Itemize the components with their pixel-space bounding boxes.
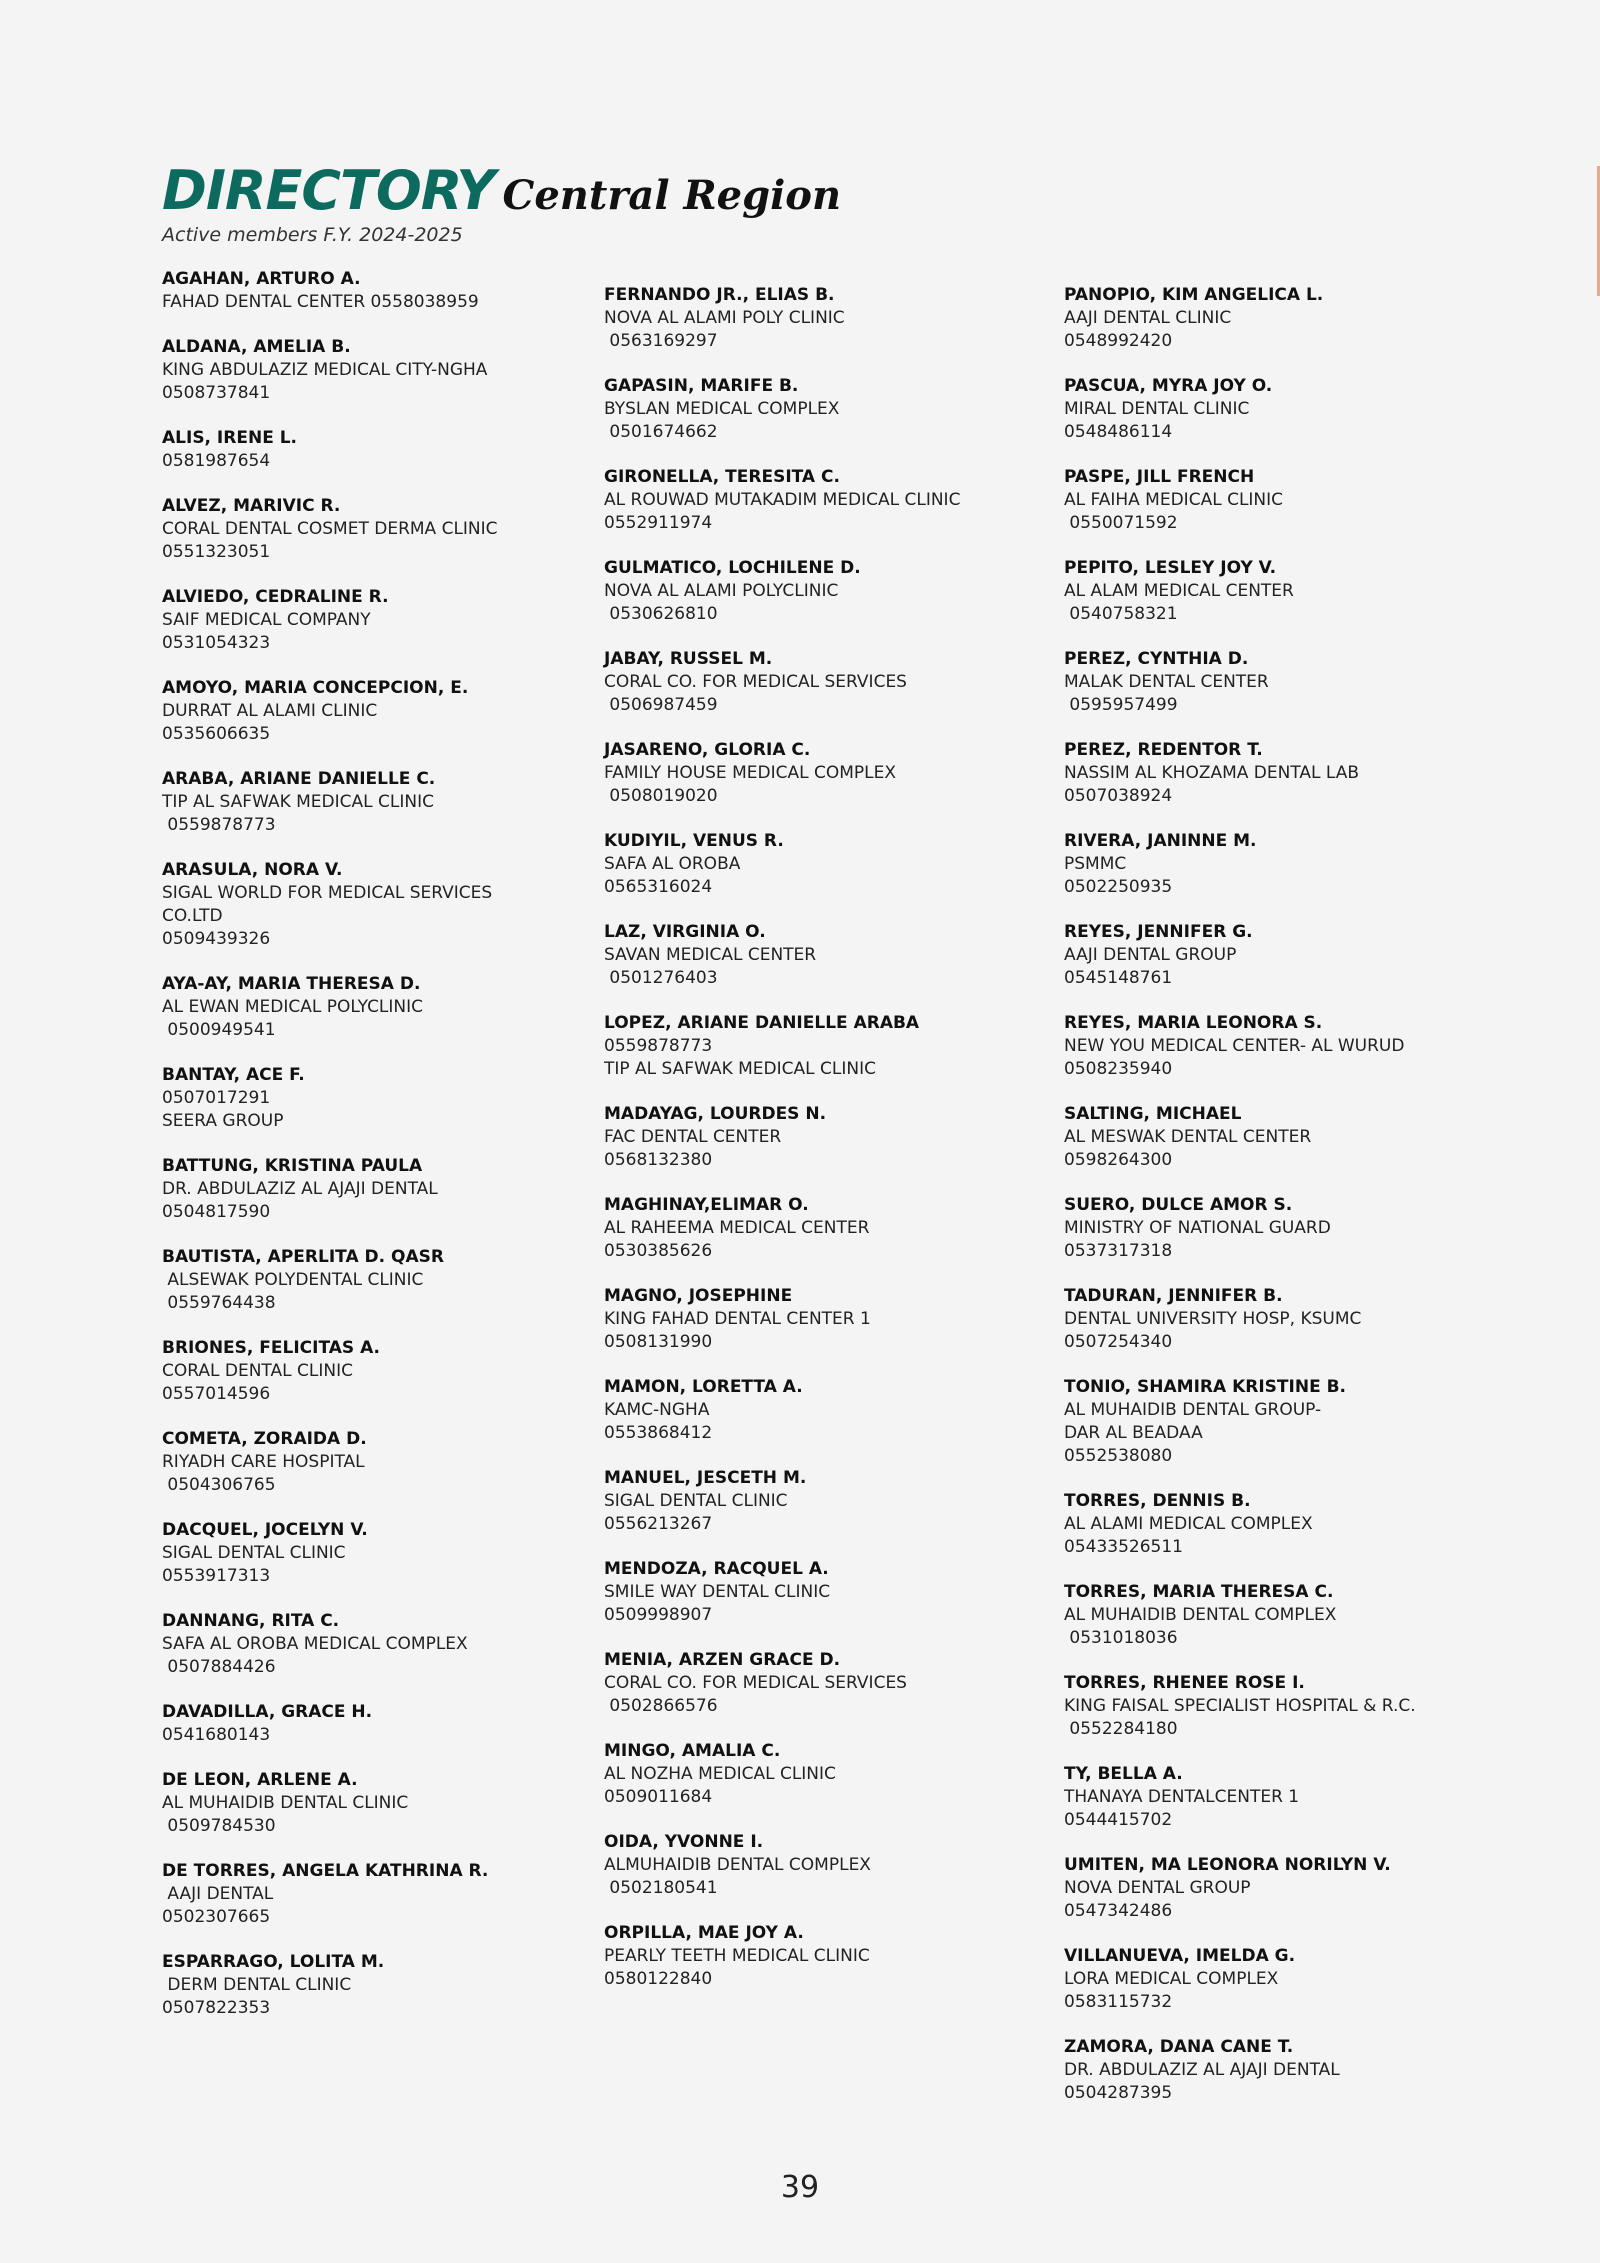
member-detail: 0550071592 [1064, 513, 1178, 533]
directory-entry [162, 1610, 602, 1679]
member-detail: NEW YOU MEDICAL CENTER- AL WURUD [1064, 1036, 1405, 1056]
directory-entry [162, 1064, 602, 1133]
member-detail: DR. ABDULAZIZ AL AJAJI DENTAL [1064, 2060, 1340, 2080]
member-detail: 0501276403 [604, 968, 718, 988]
member-detail: 0553917313 [162, 1566, 271, 1586]
member-detail: AAJI DENTAL [162, 1884, 274, 1904]
member-detail: AAJI DENTAL CLINIC [1064, 308, 1232, 328]
member-name: UMITEN, MA LEONORA NORILYN V. [1064, 1855, 1391, 1875]
directory-entry [162, 1951, 602, 2020]
member-name: PASPE, JILL FRENCH [1064, 467, 1255, 487]
member-detail: 0509998907 [604, 1605, 713, 1625]
member-detail: AL ALAM MEDICAL CENTER [1064, 581, 1294, 601]
member-detail: SAFA AL OROBA MEDICAL COMPLEX [162, 1634, 468, 1654]
directory-entry [604, 1012, 1044, 1081]
member-detail: NOVA DENTAL GROUP [1064, 1878, 1251, 1898]
member-name: GIRONELLA, TERESITA C. [604, 467, 840, 487]
member-name: MAMON, LORETTA A. [604, 1377, 803, 1397]
member-detail: AL FAIHA MEDICAL CLINIC [1064, 490, 1284, 510]
member-name: LAZ, VIRGINIA O. [604, 922, 766, 942]
member-name: SALTING, MICHAEL [1064, 1104, 1242, 1124]
member-name: TORRES, DENNIS B. [1064, 1491, 1251, 1511]
member-detail: 0553868412 [604, 1423, 713, 1443]
directory-column-3 [1064, 284, 1504, 2127]
directory-entry [1064, 1103, 1504, 1172]
member-detail: 0502250935 [1064, 877, 1173, 897]
member-detail: FAC DENTAL CENTER [604, 1127, 782, 1147]
member-detail: 0595957499 [1064, 695, 1178, 715]
member-name: AMOYO, MARIA CONCEPCION, E. [162, 678, 469, 698]
directory-entry [162, 677, 602, 746]
member-detail: 0531018036 [1064, 1628, 1178, 1648]
member-detail: AL ROUWAD MUTAKADIM MEDICAL CLINIC [604, 490, 961, 510]
member-detail: 0559878773 [604, 1036, 713, 1056]
member-name: ALIS, IRENE L. [162, 428, 298, 448]
member-detail: DURRAT AL ALAMI CLINIC [162, 701, 378, 721]
directory-entry [162, 1155, 602, 1224]
directory-entry [604, 1831, 1044, 1900]
member-detail: 0552911974 [604, 513, 713, 533]
member-detail: FAMILY HOUSE MEDICAL COMPLEX [604, 763, 896, 783]
directory-entry [162, 1519, 602, 1588]
member-detail: 0500949541 [162, 1020, 276, 1040]
member-detail: LORA MEDICAL COMPLEX [1064, 1969, 1279, 1989]
member-detail: NOVA AL ALAMI POLY CLINIC [604, 308, 845, 328]
member-detail: 0557014596 [162, 1384, 271, 1404]
member-detail: SAVAN MEDICAL CENTER [604, 945, 817, 965]
page-number: 39 [780, 2170, 820, 2205]
member-name: GULMATICO, LOCHILENE D. [604, 558, 861, 578]
member-name: REYES, MARIA LEONORA S. [1064, 1013, 1323, 1033]
directory-entry [162, 1337, 602, 1406]
member-detail: TIP AL SAFWAK MEDICAL CLINIC [604, 1059, 876, 1079]
member-name: TY, BELLA A. [1064, 1764, 1183, 1784]
directory-entry [604, 739, 1044, 808]
directory-entry [604, 1558, 1044, 1627]
directory-entry [604, 1103, 1044, 1172]
directory-entry [1064, 2036, 1504, 2105]
member-name: AYA-AY, MARIA THERESA D. [162, 974, 421, 994]
directory-entry [604, 557, 1044, 626]
directory-entry [1064, 1672, 1504, 1741]
member-detail: 0551323051 [162, 542, 271, 562]
member-name: BRIONES, FELICITAS A. [162, 1338, 380, 1358]
directory-column-2 [604, 284, 1044, 2013]
directory-entry [1064, 1763, 1504, 1832]
member-detail: 0552538080 [1064, 1446, 1173, 1466]
member-detail: AL RAHEEMA MEDICAL CENTER [604, 1218, 870, 1238]
member-name: TORRES, MARIA THERESA C. [1064, 1582, 1334, 1602]
directory-entry [604, 1922, 1044, 1991]
directory-entry [604, 1467, 1044, 1536]
member-detail: BYSLAN MEDICAL COMPLEX [604, 399, 840, 419]
directory-entry [162, 427, 602, 473]
directory-entry [1064, 648, 1504, 717]
member-detail: SMILE WAY DENTAL CLINIC [604, 1582, 831, 1602]
member-name: TORRES, RHENEE ROSE I. [1064, 1673, 1305, 1693]
member-detail: 0506987459 [604, 695, 718, 715]
member-detail: THANAYA DENTALCENTER 1 [1064, 1787, 1300, 1807]
directory-entry [162, 1769, 602, 1838]
member-detail: 0583115732 [1064, 1992, 1173, 2012]
member-detail: AL MUHAIDIB DENTAL GROUP- [1064, 1400, 1322, 1420]
member-detail: ALMUHAIDIB DENTAL COMPLEX [604, 1855, 871, 1875]
member-detail: 0541680143 [162, 1725, 271, 1745]
member-name: MADAYAG, LOURDES N. [604, 1104, 827, 1124]
member-name: BATTUNG, KRISTINA PAULA [162, 1156, 423, 1176]
member-detail: 0565316024 [604, 877, 713, 897]
directory-entry [604, 1194, 1044, 1263]
member-detail: 0502307665 [162, 1907, 271, 1927]
directory-entry [1064, 1490, 1504, 1559]
member-detail: DENTAL UNIVERSITY HOSP, KSUMC [1064, 1309, 1362, 1329]
directory-entry [604, 1285, 1044, 1354]
member-name: ESPARRAGO, LOLITA M. [162, 1952, 385, 1972]
member-detail: 0552284180 [1064, 1719, 1178, 1739]
directory-entry [604, 466, 1044, 535]
member-detail: RIYADH CARE HOSPITAL [162, 1452, 365, 1472]
directory-entry [162, 495, 602, 564]
member-name: FERNANDO JR., ELIAS B. [604, 285, 835, 305]
directory-entry [604, 1740, 1044, 1809]
member-name: PEPITO, LESLEY JOY V. [1064, 558, 1277, 578]
member-detail: 0530385626 [604, 1241, 713, 1261]
member-name: JASARENO, GLORIA C. [604, 740, 811, 760]
directory-entry [162, 768, 602, 837]
member-name: KUDIYIL, VENUS R. [604, 831, 784, 851]
directory-entry [604, 284, 1044, 353]
member-name: ZAMORA, DANA CANE T. [1064, 2037, 1294, 2057]
member-detail: 0581987654 [162, 451, 271, 471]
member-detail: SEERA GROUP [162, 1111, 284, 1131]
member-detail: SAFA AL OROBA [604, 854, 741, 874]
member-name: TADURAN, JENNIFER B. [1064, 1286, 1283, 1306]
member-name: SUERO, DULCE AMOR S. [1064, 1195, 1293, 1215]
member-detail: 0556213267 [604, 1514, 713, 1534]
member-detail: KAMC-NGHA [604, 1400, 710, 1420]
member-detail: NASSIM AL KHOZAMA DENTAL LAB [1064, 763, 1360, 783]
member-detail: 0559878773 [162, 815, 276, 835]
title-line [162, 159, 842, 222]
member-name: MAGHINAY,ELIMAR O. [604, 1195, 809, 1215]
member-detail: DAR AL BEADAA [1064, 1423, 1203, 1443]
directory-entry [1064, 921, 1504, 990]
member-detail: 0563169297 [604, 331, 718, 351]
member-detail: 0504287395 [1064, 2083, 1173, 2103]
member-detail: 0544415702 [1064, 1810, 1173, 1830]
directory-column-1 [162, 268, 602, 2042]
member-detail: AAJI DENTAL GROUP [1064, 945, 1237, 965]
member-detail: SAIF MEDICAL COMPANY [162, 610, 371, 630]
directory-entry [1064, 557, 1504, 626]
member-detail: SIGAL DENTAL CLINIC [162, 1543, 346, 1563]
member-name: BANTAY, ACE F. [162, 1065, 305, 1085]
directory-entry [1064, 1376, 1504, 1468]
member-detail: 0545148761 [1064, 968, 1173, 988]
member-detail: 0547342486 [1064, 1901, 1173, 1921]
member-detail: 0548486114 [1064, 422, 1173, 442]
member-detail: 0559764438 [162, 1293, 276, 1313]
member-name: MAGNO, JOSEPHINE [604, 1286, 793, 1306]
member-detail: 0502866576 [604, 1696, 718, 1716]
member-detail: KING FAISAL SPECIALIST HOSPITAL & R.C. [1064, 1696, 1416, 1716]
directory-entry [604, 648, 1044, 717]
directory-entry [162, 268, 602, 314]
member-detail: DERM DENTAL CLINIC [162, 1975, 352, 1995]
member-detail: TIP AL SAFWAK MEDICAL CLINIC [162, 792, 434, 812]
member-detail: 0502180541 [604, 1878, 718, 1898]
member-detail: 0504306765 [162, 1475, 276, 1495]
member-detail: CO.LTD [162, 906, 223, 926]
member-detail: 0531054323 [162, 633, 271, 653]
member-detail: 0568132380 [604, 1150, 713, 1170]
member-detail: 0580122840 [604, 1969, 713, 1989]
member-detail: 0530626810 [604, 604, 718, 624]
member-detail: PEARLY TEETH MEDICAL CLINIC [604, 1946, 870, 1966]
member-name: PEREZ, REDENTOR T. [1064, 740, 1263, 760]
member-detail: FAHAD DENTAL CENTER 0558038959 [162, 292, 479, 312]
member-detail: CORAL DENTAL COSMET DERMA CLINIC [162, 519, 498, 539]
subtitle: Active members F.Y. 2024-2025 [162, 224, 463, 246]
directory-entry [1064, 1581, 1504, 1650]
member-detail: 0501674662 [604, 422, 718, 442]
directory-entry [604, 921, 1044, 990]
member-detail: PSMMC [1064, 854, 1127, 874]
member-name: PEREZ, CYNTHIA D. [1064, 649, 1249, 669]
member-name: DAVADILLA, GRACE H. [162, 1702, 373, 1722]
directory-entry [1064, 375, 1504, 444]
member-detail: 0535606635 [162, 724, 271, 744]
directory-entry [162, 1428, 602, 1497]
directory-entry [162, 1701, 602, 1747]
member-name: MENIA, ARZEN GRACE D. [604, 1650, 841, 1670]
member-name: ALDANA, AMELIA B. [162, 337, 351, 357]
region-title: Central Region [502, 172, 842, 219]
member-name: AGAHAN, ARTURO A. [162, 269, 361, 289]
member-detail: 0507017291 [162, 1088, 271, 1108]
member-detail: 0540758321 [1064, 604, 1178, 624]
member-name: MINGO, AMALIA C. [604, 1741, 781, 1761]
member-detail: AL EWAN MEDICAL POLYCLINIC [162, 997, 424, 1017]
directory-entry [162, 586, 602, 655]
directory-entry [1064, 830, 1504, 899]
member-detail: 05433526511 [1064, 1537, 1183, 1557]
directory-entry [1064, 284, 1504, 353]
directory-entry [162, 336, 602, 405]
member-name: VILLANUEVA, IMELDA G. [1064, 1946, 1296, 1966]
directory-entry [604, 375, 1044, 444]
member-name: DE LEON, ARLENE A. [162, 1770, 358, 1790]
member-detail: 0509011684 [604, 1787, 713, 1807]
member-detail: NOVA AL ALAMI POLYCLINIC [604, 581, 839, 601]
member-name: MENDOZA, RACQUEL A. [604, 1559, 829, 1579]
member-detail: 0508019020 [604, 786, 718, 806]
member-detail: 0509439326 [162, 929, 271, 949]
member-detail: SIGAL DENTAL CLINIC [604, 1491, 788, 1511]
directory-entry [162, 859, 602, 951]
member-detail: SIGAL WORLD FOR MEDICAL SERVICES [162, 883, 493, 903]
directory-entry [1064, 1945, 1504, 2014]
member-name: OIDA, YVONNE I. [604, 1832, 764, 1852]
member-detail: AL MUHAIDIB DENTAL COMPLEX [1064, 1605, 1337, 1625]
member-name: ARASULA, NORA V. [162, 860, 343, 880]
directory-entry [162, 1246, 602, 1315]
member-detail: DR. ABDULAZIZ AL AJAJI DENTAL [162, 1179, 438, 1199]
member-detail: 0507884426 [162, 1657, 276, 1677]
member-detail: MALAK DENTAL CENTER [1064, 672, 1269, 692]
member-name: BAUTISTA, APERLITA D. QASR [162, 1247, 444, 1267]
member-name: LOPEZ, ARIANE DANIELLE ARABA [604, 1013, 920, 1033]
directory-entry [604, 830, 1044, 899]
directory-entry [1064, 1194, 1504, 1263]
directory-entry [1064, 466, 1504, 535]
member-name: PANOPIO, KIM ANGELICA L. [1064, 285, 1324, 305]
member-name: TONIO, SHAMIRA KRISTINE B. [1064, 1377, 1347, 1397]
member-detail: 0508131990 [604, 1332, 713, 1352]
member-name: ALVEZ, MARIVIC R. [162, 496, 341, 516]
directory-entry [162, 973, 602, 1042]
directory-entry [1064, 739, 1504, 808]
member-name: DE TORRES, ANGELA KATHRINA R. [162, 1861, 489, 1881]
member-detail: CORAL CO. FOR MEDICAL SERVICES [604, 672, 907, 692]
member-detail: 0509784530 [162, 1816, 276, 1836]
member-name: GAPASIN, MARIFE B. [604, 376, 799, 396]
member-name: ALVIEDO, CEDRALINE R. [162, 587, 389, 607]
member-detail: AL ALAMI MEDICAL COMPLEX [1064, 1514, 1313, 1534]
member-name: ORPILLA, MAE JOY A. [604, 1923, 804, 1943]
directory-title: DIRECTORY [162, 159, 495, 222]
member-detail: 0598264300 [1064, 1150, 1173, 1170]
member-name: ARABA, ARIANE DANIELLE C. [162, 769, 436, 789]
directory-entry [1064, 1285, 1504, 1354]
member-name: RIVERA, JANINNE M. [1064, 831, 1257, 851]
member-detail: CORAL DENTAL CLINIC [162, 1361, 353, 1381]
directory-entry [604, 1376, 1044, 1445]
member-detail: 0508737841 [162, 383, 271, 403]
directory-entry [604, 1649, 1044, 1718]
member-detail: 0504817590 [162, 1202, 271, 1222]
member-name: DACQUEL, JOCELYN V. [162, 1520, 368, 1540]
member-name: DANNANG, RITA C. [162, 1611, 340, 1631]
member-detail: AL MUHAIDIB DENTAL CLINIC [162, 1793, 409, 1813]
member-name: COMETA, ZORAIDA D. [162, 1429, 367, 1449]
member-detail: 0537317318 [1064, 1241, 1173, 1261]
member-detail: 0548992420 [1064, 331, 1173, 351]
member-name: JABAY, RUSSEL M. [604, 649, 773, 669]
member-detail: KING ABDULAZIZ MEDICAL CITY-NGHA [162, 360, 488, 380]
member-detail: MIRAL DENTAL CLINIC [1064, 399, 1250, 419]
member-detail: AL MESWAK DENTAL CENTER [1064, 1127, 1312, 1147]
page-header [162, 159, 842, 246]
directory-entry [1064, 1012, 1504, 1081]
member-name: PASCUA, MYRA JOY O. [1064, 376, 1273, 396]
directory-entry [162, 1860, 602, 1929]
member-detail: 0508235940 [1064, 1059, 1173, 1079]
member-detail: MINISTRY OF NATIONAL GUARD [1064, 1218, 1331, 1238]
member-detail: KING FAHAD DENTAL CENTER 1 [604, 1309, 871, 1329]
member-name: REYES, JENNIFER G. [1064, 922, 1253, 942]
member-detail: 0507038924 [1064, 786, 1173, 806]
member-detail: 0507822353 [162, 1998, 271, 2018]
member-name: MANUEL, JESCETH M. [604, 1468, 807, 1488]
member-detail: ALSEWAK POLYDENTAL CLINIC [162, 1270, 424, 1290]
member-detail: CORAL CO. FOR MEDICAL SERVICES [604, 1673, 907, 1693]
member-detail: 0507254340 [1064, 1332, 1173, 1352]
directory-entry [1064, 1854, 1504, 1923]
member-detail: AL NOZHA MEDICAL CLINIC [604, 1764, 836, 1784]
